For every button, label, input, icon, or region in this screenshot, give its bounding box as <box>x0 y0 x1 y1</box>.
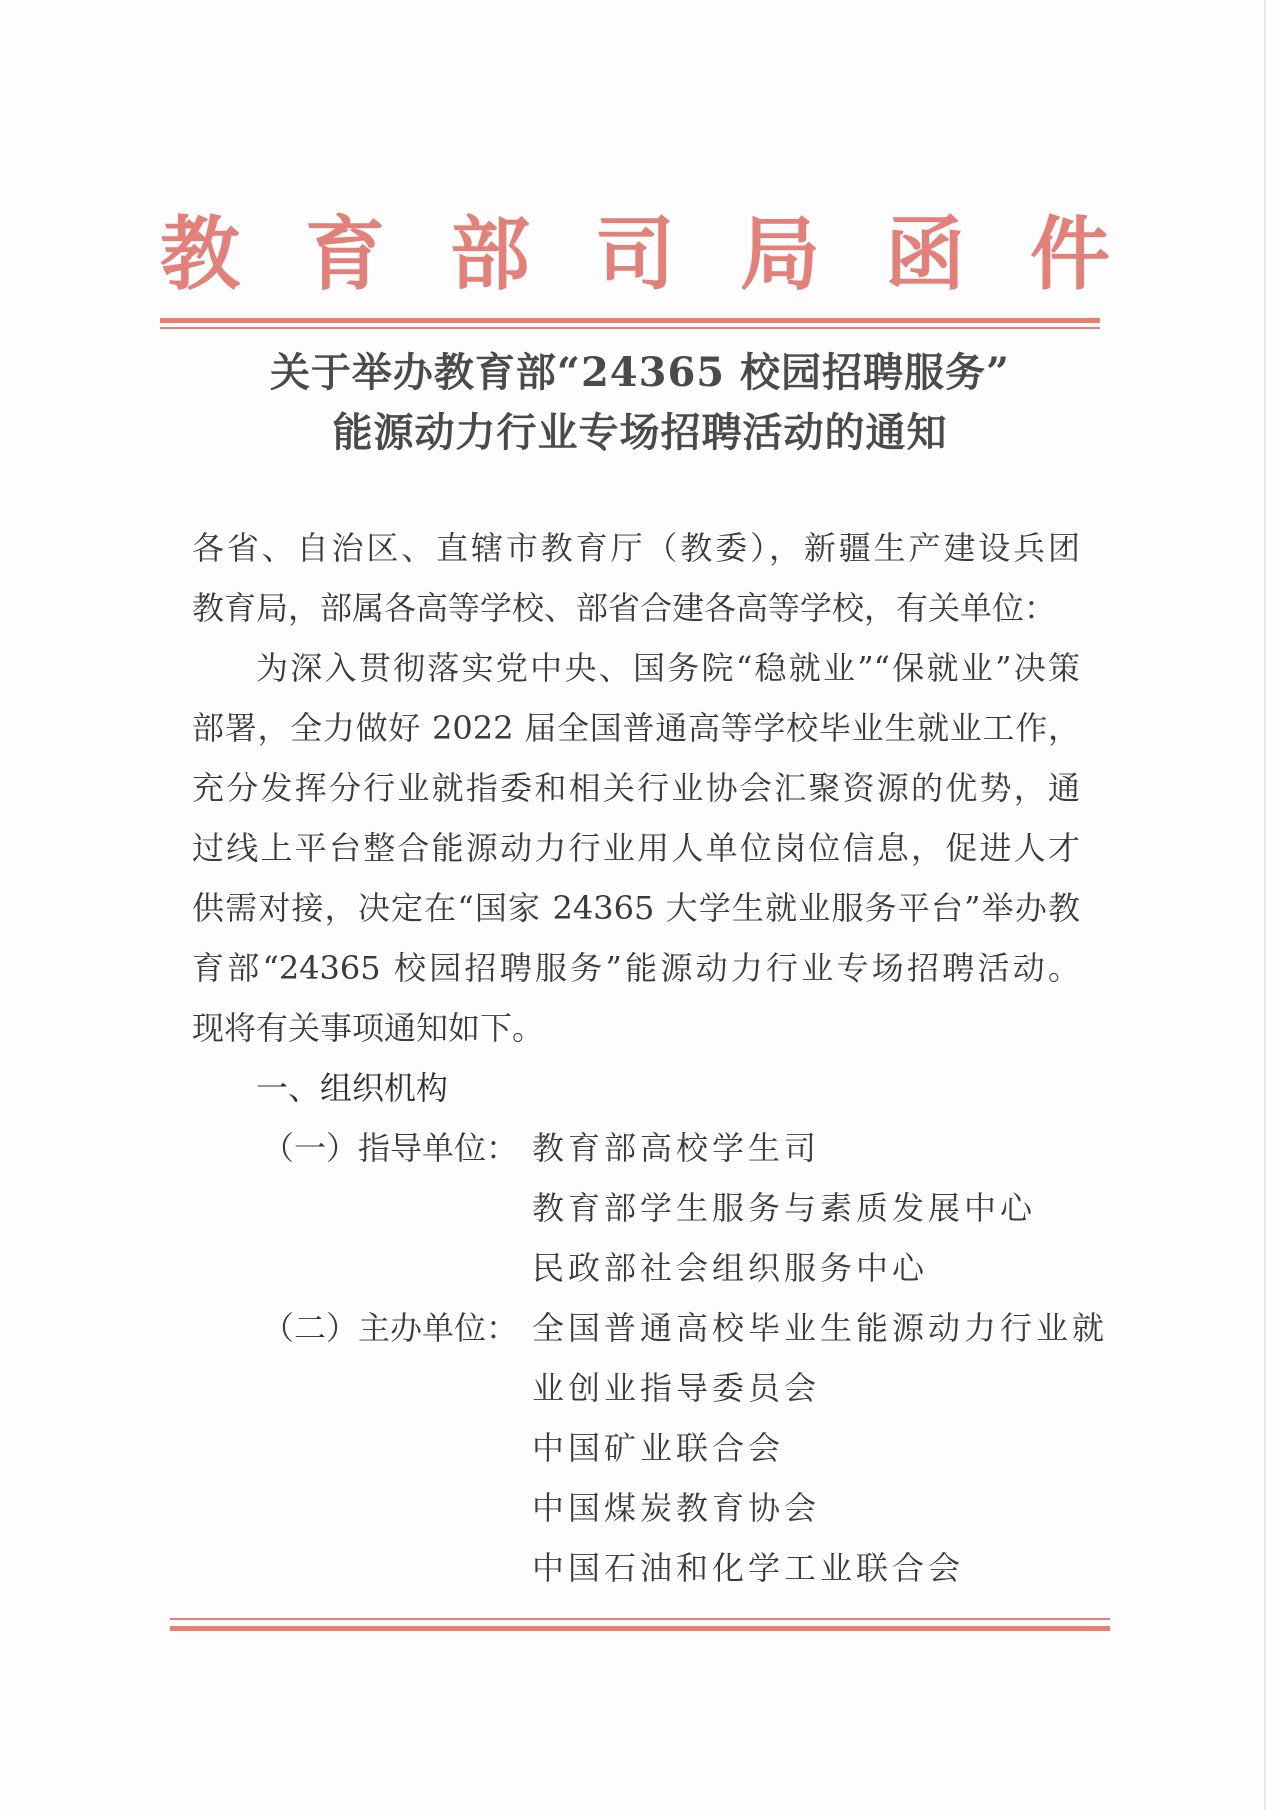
host-item: 中国煤炭教育协会 <box>532 1489 821 1527</box>
salutation-line-2: 教育局，部属各高等学校、部省合建各高等学校，有关单位： <box>192 589 1057 627</box>
paragraph-line: 为深入贯彻落实党中央、国务院“稳就业”“保就业”决策 <box>256 649 1080 687</box>
letterhead-char: 部 <box>450 208 530 301</box>
header-rule-thick <box>160 318 1100 323</box>
guidance-item: 教育部高校学生司 <box>532 1129 821 1167</box>
host-label: （二）主办单位： <box>262 1309 519 1347</box>
letterhead-char: 育 <box>305 208 385 301</box>
host-item: 中国石油和化学工业联合会 <box>532 1549 965 1587</box>
paragraph-line: 过线上平台整合能源动力行业用人单位岗位信息，促进人才 <box>192 829 1080 867</box>
footer-rule-thick <box>170 1626 1110 1631</box>
header-rule-thin <box>160 327 1100 329</box>
title-line-1: 关于举办教育部“24365 校园招聘服务” <box>269 349 1011 396</box>
salutation-line-1: 各省、自治区、直辖市教育厅（教委），新疆生产建设兵团 <box>192 529 1080 567</box>
letterhead-char: 函 <box>885 208 965 301</box>
guidance-label: （一）指导单位： <box>262 1129 519 1167</box>
paragraph-line: 充分发挥分行业就指委和相关行业协会汇聚资源的优势，通 <box>192 769 1080 807</box>
paragraph-line: 部署，全力做好 2022 届全国普通高等学校毕业生就业工作， <box>192 709 1080 747</box>
title-line-2: 能源动力行业专场招聘活动的通知 <box>332 409 948 456</box>
guidance-item: 民政部社会组织服务中心 <box>532 1249 929 1287</box>
letterhead-char: 局 <box>740 208 820 301</box>
guidance-item: 教育部学生服务与素质发展中心 <box>532 1189 1037 1227</box>
host-item: 全国普通高校毕业生能源动力行业就 <box>532 1309 1109 1347</box>
letterhead <box>160 200 1110 310</box>
paragraph-1 <box>192 638 1080 1058</box>
host-item: 业创业指导委员会 <box>532 1369 821 1407</box>
paragraph-line: 现将有关事项通知如下。 <box>192 1009 545 1047</box>
salutation <box>192 518 1080 638</box>
paragraph-line: 育部“24365 校园招聘服务”能源动力行业专场招聘活动。 <box>192 949 1080 987</box>
letterhead-char: 件 <box>1030 208 1110 301</box>
section-heading: 一、组织机构 <box>256 1069 449 1107</box>
letterhead-char: 司 <box>595 208 675 301</box>
paragraph-line: 供需对接，决定在“国家 24365 大学生就业服务平台”举办教 <box>192 889 1080 927</box>
footer-rule-thin <box>170 1618 1110 1620</box>
page-edge-shadow <box>1264 0 1266 1810</box>
letterhead-char: 教 <box>160 208 240 301</box>
document-title <box>160 343 1120 463</box>
host-item: 中国矿业联合会 <box>532 1429 785 1467</box>
